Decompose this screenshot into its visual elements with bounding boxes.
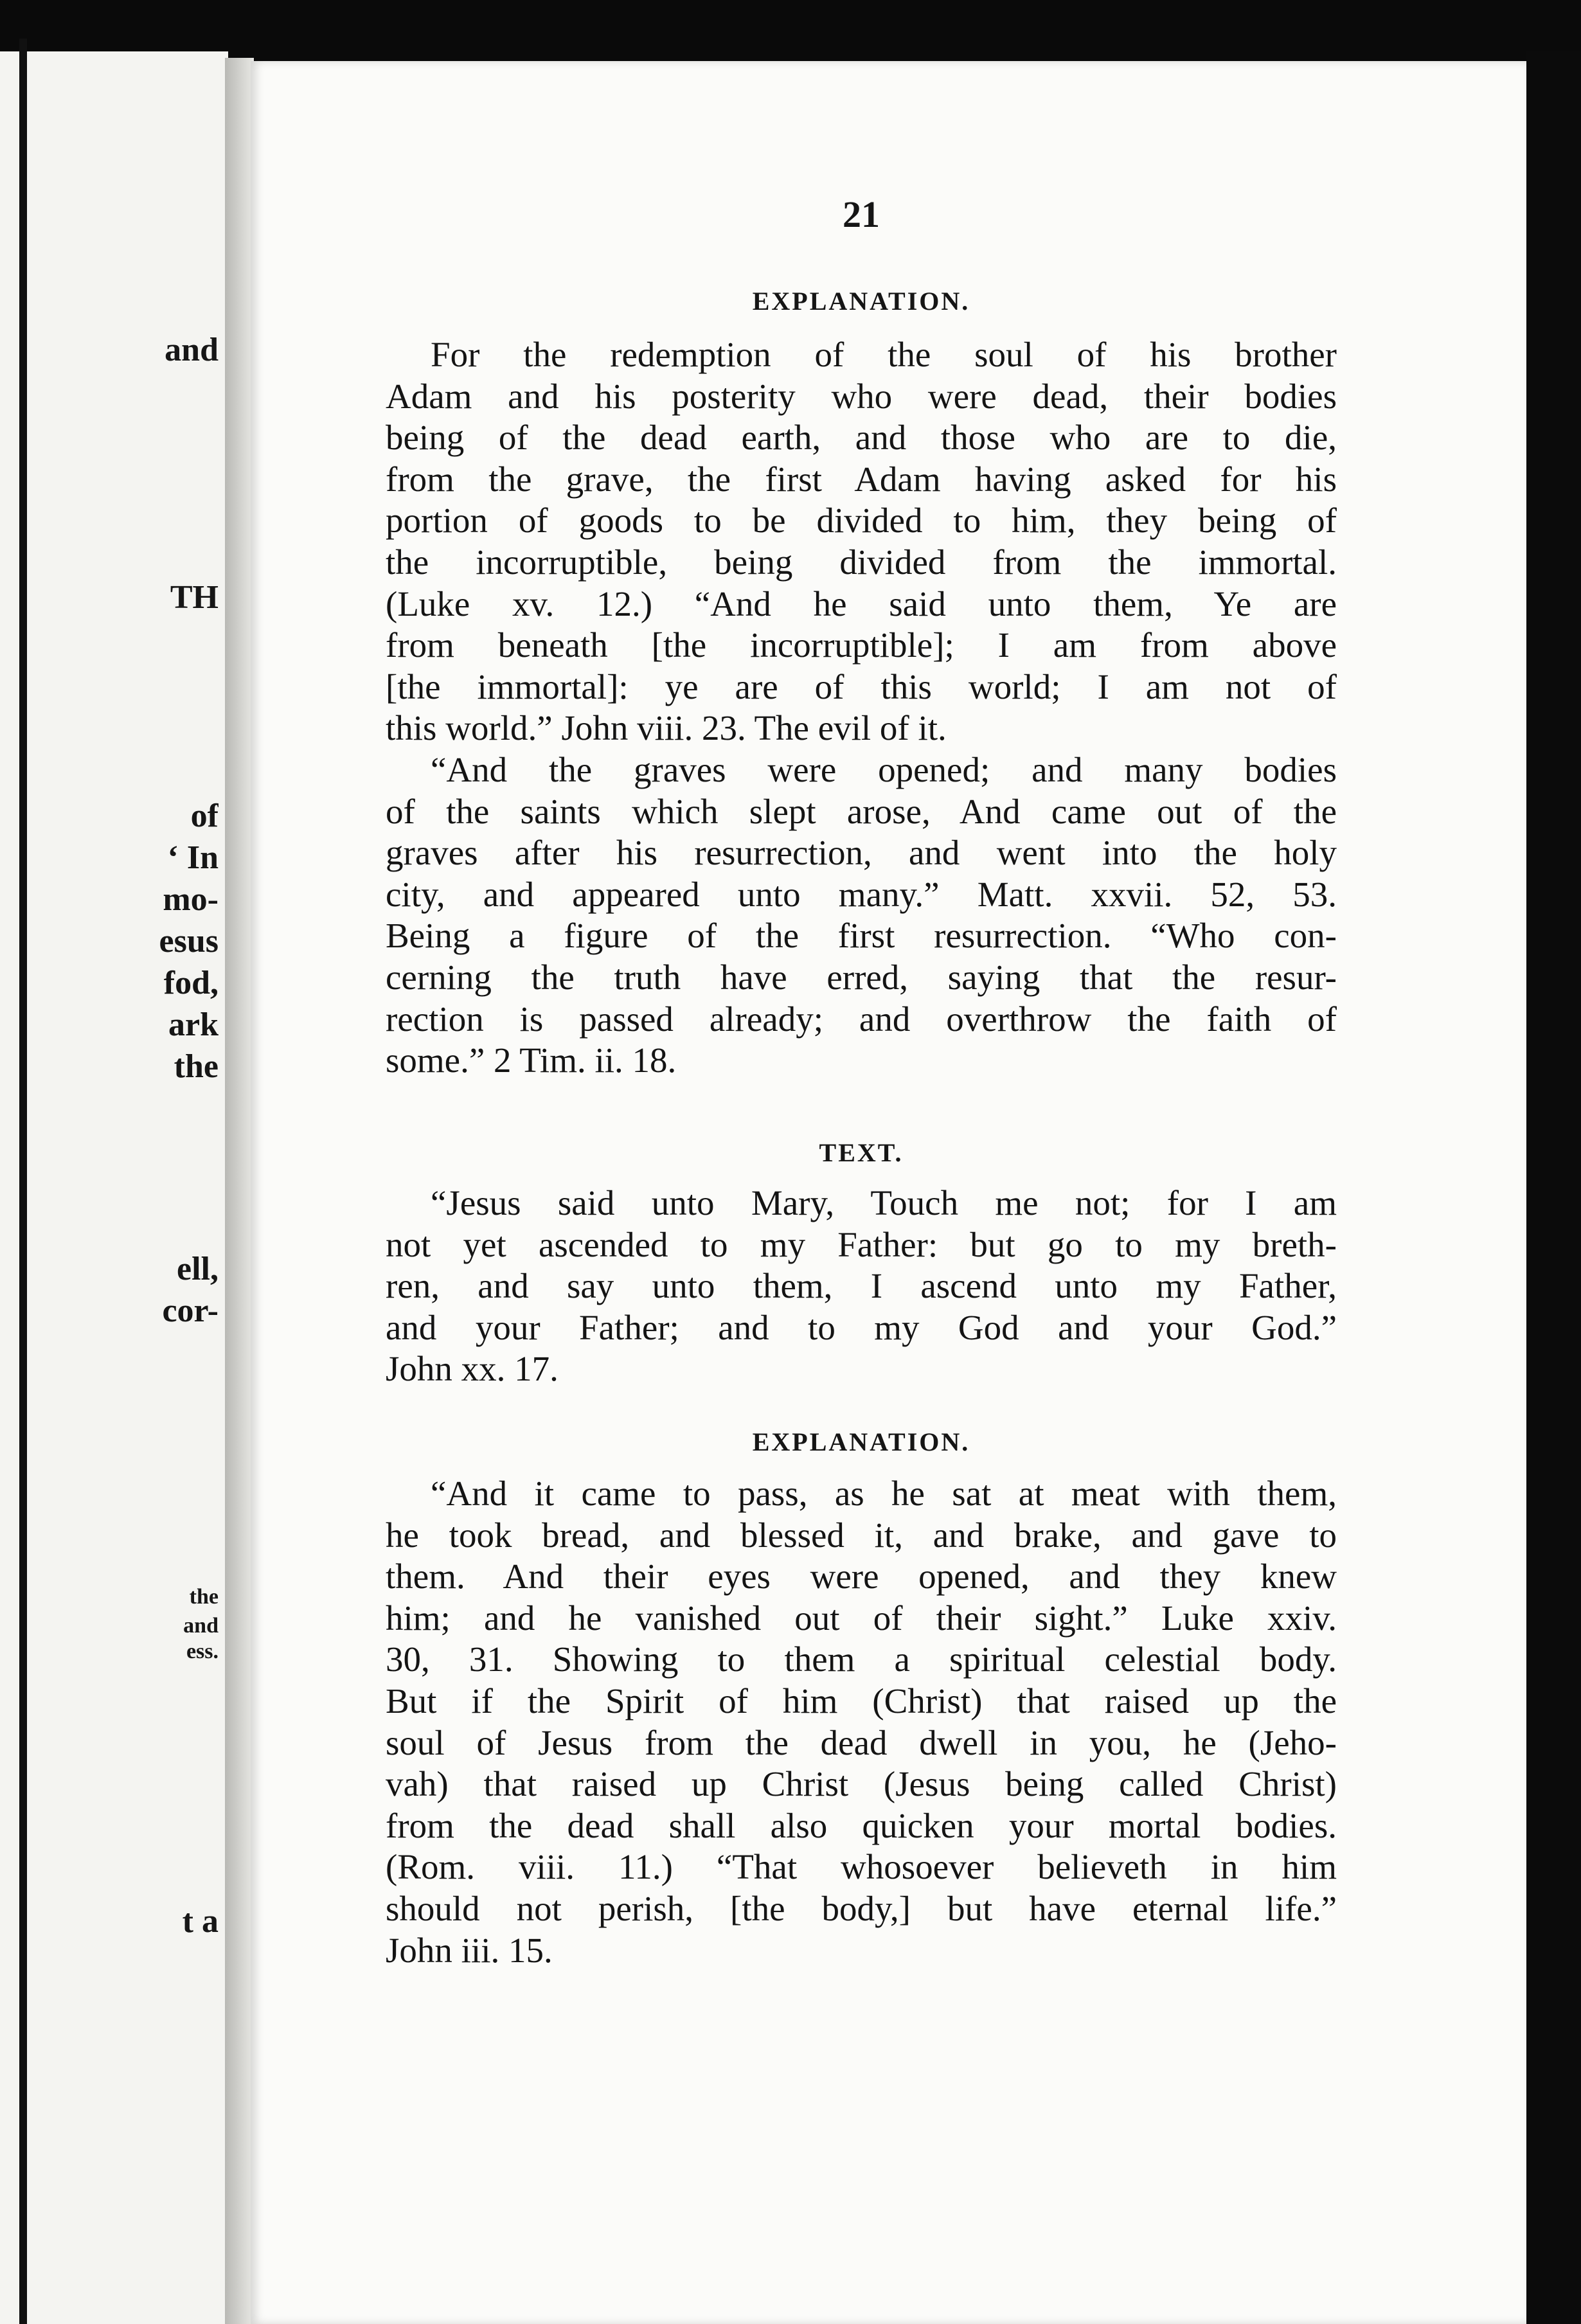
scan-right-border — [1526, 51, 1581, 2324]
section-heading-explanation-2: EXPLANATION. — [752, 1427, 970, 1456]
text-line: For the redemption of the soul of his brother — [431, 335, 1337, 374]
text-line: the incorruptible, being divided from the immortal. — [386, 542, 1337, 582]
facing-page-fragment: t a — [182, 1903, 219, 1940]
text-line: city, and appeared unto many.” Matt. xxvii. 52, 53. — [386, 874, 1337, 914]
explanation-1-paragraph-2 — [386, 749, 1337, 1082]
explanation-1-paragraph-1 — [386, 334, 1337, 749]
text-line: this world.” John viii. 23. The evil of it. — [386, 708, 947, 748]
text-line: cerning the truth have erred, saying that the resur- — [386, 957, 1337, 997]
text-line: Adam and his posterity who were dead, their bodies — [386, 376, 1337, 416]
text-line: from the grave, the first Adam having asked for his — [386, 459, 1337, 499]
facing-page-fragment: and — [183, 1614, 219, 1638]
facing-page-fragment: ark — [168, 1006, 219, 1043]
facing-page-fragment: ‘ In — [167, 839, 219, 876]
text-line: John iii. 15. — [386, 1930, 553, 1970]
facing-page-left — [0, 51, 228, 2324]
text-line: them. And their eyes were opened, and they knew — [386, 1557, 1337, 1596]
text-line: rection is passed already; and overthrow the faith of — [386, 999, 1337, 1039]
text-line: not yet ascended to my Father: but go to my breth- — [386, 1224, 1337, 1264]
facing-page-fragment: TH — [170, 579, 219, 616]
facing-page-fragment: esus — [159, 923, 219, 960]
facing-page-fragment: mo- — [163, 881, 219, 918]
text-line: ren, and say unto them, I ascend unto my Father, — [386, 1266, 1337, 1306]
facing-page-fragment: ess. — [186, 1640, 219, 1663]
text-line: 30, 31. Showing to them a spiritual celestial body. — [386, 1640, 1337, 1679]
section-heading-explanation-1: EXPLANATION. — [752, 287, 970, 316]
facing-page-fragment: fod, — [163, 965, 219, 1001]
text-line: “And the graves were opened; and many bodies — [431, 750, 1337, 789]
text-line: of the saints which slept arose, And came out of the — [386, 791, 1337, 831]
text-line: Being a figure of the first resurrection. “Who con- — [386, 916, 1337, 956]
text-line: soul of Jesus from the dead dwell in you, he (Jeho- — [386, 1722, 1337, 1762]
facing-page-fragment: and — [165, 332, 219, 368]
page-number: 21 — [843, 193, 880, 235]
text-line: graves after his resurrection, and went into the holy — [386, 833, 1337, 873]
text-line: (Rom. viii. 11.) “That whosoever believeth in him — [386, 1847, 1337, 1887]
text-line: he took bread, and blessed it, and brake, and gave to — [386, 1515, 1337, 1555]
facing-page-fragment: the — [189, 1585, 219, 1609]
text-line: should not perish, [the body,] but have eternal life.” — [386, 1888, 1337, 1928]
facing-page-fragment: cor- — [162, 1292, 219, 1329]
text-line: (Luke xv. 12.) “And he said unto them, Ye are — [386, 584, 1337, 623]
text-line: John xx. 17. — [386, 1349, 558, 1389]
text-line: and your Father; and to my God and your God.” — [386, 1307, 1337, 1347]
section-heading-text: TEXT. — [819, 1138, 904, 1167]
text-paragraph — [386, 1183, 1337, 1390]
text-line: some.” 2 Tim. ii. 18. — [386, 1041, 677, 1080]
text-line: from beneath [the incorruptible]; I am from above — [386, 625, 1337, 665]
text-line: [the immortal]: ye are of this world; I am not of — [386, 666, 1337, 706]
text-line: “And it came to pass, as he sat at meat with them, — [431, 1474, 1337, 1513]
scan-gutter — [19, 39, 27, 2324]
text-line: vah) that raised up Christ (Jesus being called Christ) — [386, 1764, 1337, 1804]
explanation-2-paragraph — [386, 1473, 1337, 1971]
text-line: him; and he vanished out of their sight.” Luke xxiv. — [386, 1598, 1337, 1638]
page-edge-shadow — [225, 58, 254, 2324]
text-line: being of the dead earth, and those who are to die, — [386, 418, 1337, 458]
text-line: But if the Spirit of him (Christ) that raised up the — [386, 1681, 1337, 1721]
facing-page-fragment: the — [174, 1048, 219, 1085]
facing-page-fragment: ell, — [177, 1251, 219, 1287]
text-line: from the dead shall also quicken your mortal bodies. — [386, 1805, 1337, 1845]
facing-page-fragment: of — [190, 798, 219, 834]
text-line: portion of goods to be divided to him, they being of — [386, 501, 1337, 541]
text-line: “Jesus said unto Mary, Touch me not; for I am — [431, 1183, 1337, 1222]
